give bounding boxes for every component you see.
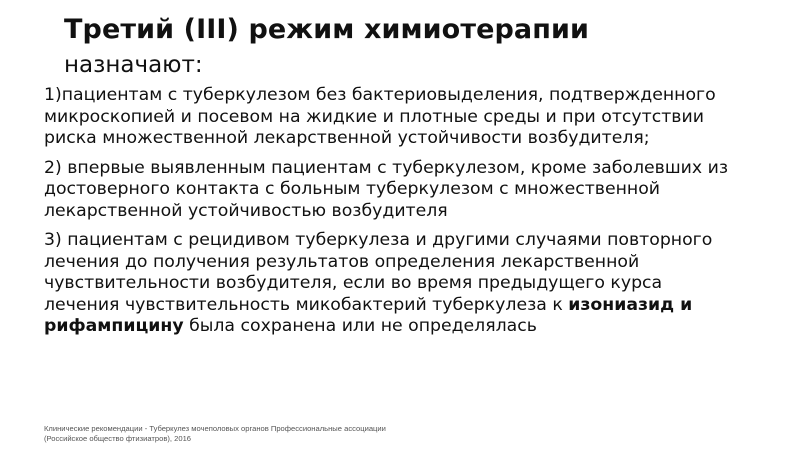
criteria-list (44, 85, 734, 346)
source-footnote (44, 424, 764, 444)
list-item-3-text-bold: изониазид и рифампицину (44, 294, 693, 336)
list-item-2-text: 2) впервые выявленным пациентам с туберкулезом, кроме заболевших из достоверного контакта с больным туберкулезом с множественной лекарственной устойчивостью возбудителя (44, 157, 729, 221)
slide-title: Третий (III) режим химиотерапии (64, 14, 590, 45)
slide-subtitle: назначают: (64, 52, 203, 78)
list-item-1-text: 1)пациентам с туберкулезом без бактериовыделения, подтвержденного микроскопией и посевом на жидкие и плотные среды и при отсутствии риска множественной лекарственной устойчивости возбудителя; (44, 85, 716, 148)
footnote-line-1: Клинические рекомендации - Туберкулез мочеполовых органов Профессиональные ассоциации (44, 424, 386, 433)
list-item-2 (44, 158, 734, 223)
list-item-1 (44, 85, 734, 150)
list-item-3 (44, 230, 734, 338)
list-item-3-text-before: 3) пациентам с рецидивом туберкулеза и другими случаями повторного лечения до получения результатов определения лекарственной чувствительности возбудителя, если во время предыдущего курса лечения чувствительность микобактерий туберкулеза к (44, 230, 713, 315)
footnote-line-2: (Российское общество фтизиатров), 2016 (44, 434, 192, 443)
list-item-3-text-after: была сохранена или не определялась (183, 316, 537, 336)
